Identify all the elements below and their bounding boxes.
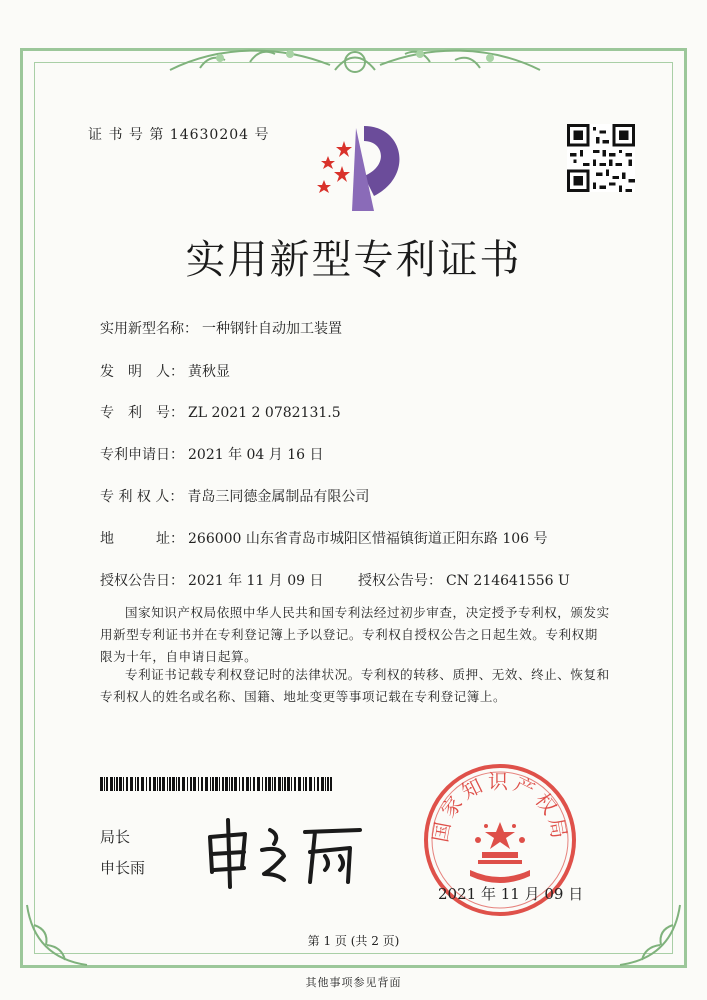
field-utility-model-name bbox=[100, 318, 342, 338]
field-label: 专 利 权 人： bbox=[100, 489, 184, 505]
field-value: 2021 年 04 月 16 日 bbox=[188, 447, 324, 463]
field-grant-number bbox=[358, 570, 570, 590]
certificate-number: 证 书 号 第 14630204 号 bbox=[88, 127, 270, 143]
director-title: 局长 bbox=[100, 828, 131, 846]
qr-code bbox=[567, 124, 635, 192]
field-label: 授权公告号： bbox=[358, 573, 442, 589]
issue-date: 2021 年 11 月 09 日 bbox=[438, 885, 584, 903]
director-name: 申长雨 bbox=[100, 859, 146, 877]
field-label: 授权公告日： bbox=[100, 573, 184, 589]
body-paragraph: 国家知识产权局依照中华人民共和国专利法经过初步审查，决定授予专利权，颁发实用新型专利证书并在专利登记簿上予以登记。专利权自授权公告之日起生效。专利权期限为十年，自申请日起算。 bbox=[100, 605, 610, 664]
field-value: 2021 年 11 月 09 日 bbox=[188, 573, 324, 589]
field-value: 青岛三同德金属制品有限公司 bbox=[187, 489, 370, 505]
footer-note: 其他事项参见背面 bbox=[305, 976, 402, 989]
field-label: 专 利 号： bbox=[100, 405, 184, 421]
field-label: 地 址： bbox=[100, 531, 184, 547]
director-signature bbox=[200, 812, 370, 892]
top-ornament bbox=[160, 40, 550, 80]
field-value: ZL 2021 2 0782131.5 bbox=[188, 405, 341, 421]
page-number: 第 1 页 (共 2 页) bbox=[307, 934, 400, 948]
field-value: CN 214641556 U bbox=[446, 573, 570, 589]
field-patentee bbox=[100, 486, 369, 506]
seal-text: 国家知识产权局 bbox=[428, 769, 572, 844]
field-label: 专利申请日： bbox=[100, 447, 184, 463]
field-filing-date bbox=[100, 444, 324, 464]
field-value: 黄秋显 bbox=[188, 364, 230, 380]
field-value: 266000 山东省青岛市城阳区惜福镇街道正阳东路 106 号 bbox=[188, 531, 548, 547]
certificate-title: 实用新型专利证书 bbox=[185, 237, 522, 283]
cnipa-logo bbox=[304, 116, 414, 216]
barcode bbox=[100, 777, 332, 791]
field-label: 发 明 人： bbox=[100, 364, 184, 380]
field-label: 实用新型名称： bbox=[100, 321, 198, 337]
field-patent-number bbox=[100, 402, 341, 422]
field-inventor bbox=[100, 361, 230, 381]
field-value: 一种钢针自动加工装置 bbox=[202, 321, 342, 337]
field-address bbox=[100, 528, 548, 548]
body-paragraph: 专利证书记载专利权登记时的法律状况。专利权的转移、质押、无效、终止、恢复和专利权人的姓名或名称、国籍、地址变更等事项记载在专利登记簿上。 bbox=[100, 667, 610, 704]
field-grant-date bbox=[100, 570, 324, 590]
